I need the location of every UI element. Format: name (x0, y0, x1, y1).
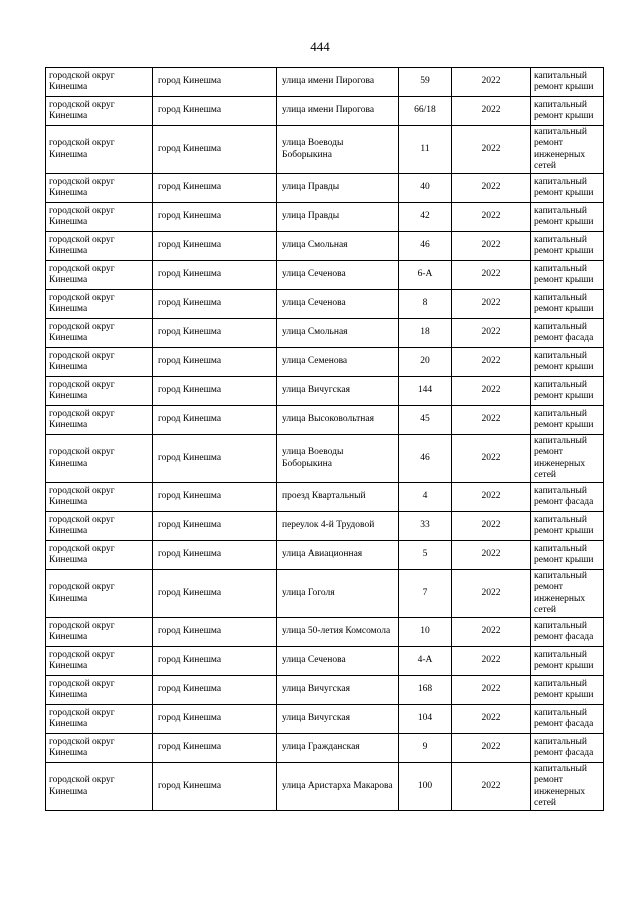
street-cell: улица Семенова (277, 348, 399, 377)
municipal-district-cell: городской округ Кинешма (46, 435, 153, 483)
municipal-district-cell: городской округ Кинешма (46, 647, 153, 676)
page-number: 444 (310, 39, 330, 54)
house-number-cell: 104 (399, 705, 452, 734)
municipal-district-cell: городской округ Кинешма (46, 676, 153, 705)
work-type-cell: капитальный ремонт крыши (531, 261, 604, 290)
table-row (46, 570, 604, 618)
work-type-cell: капитальный ремонт крыши (531, 512, 604, 541)
work-type-cell: капитальный ремонт инженерных сетей (531, 435, 604, 483)
table-row (46, 126, 604, 174)
municipal-district-cell: городской округ Кинешма (46, 570, 153, 618)
house-number-cell: 9 (399, 734, 452, 763)
street-cell: улица Вичугская (277, 705, 399, 734)
year-cell: 2022 (452, 618, 531, 647)
street-cell: улица Вичугская (277, 377, 399, 406)
municipal-district-cell: городской округ Кинешма (46, 705, 153, 734)
municipal-district-cell: городской округ Кинешма (46, 97, 153, 126)
city-cell: город Кинешма (153, 734, 277, 763)
municipal-district-cell: городской округ Кинешма (46, 512, 153, 541)
table-row (46, 174, 604, 203)
city-cell: город Кинешма (153, 763, 277, 811)
work-type-cell: капитальный ремонт крыши (531, 348, 604, 377)
city-cell: город Кинешма (153, 483, 277, 512)
house-number-cell: 4-А (399, 647, 452, 676)
municipal-district-cell: городской округ Кинешма (46, 126, 153, 174)
house-number-cell: 6-А (399, 261, 452, 290)
municipal-district-cell: городской округ Кинешма (46, 763, 153, 811)
municipal-district-cell: городской округ Кинешма (46, 541, 153, 570)
city-cell: город Кинешма (153, 97, 277, 126)
table-row (46, 541, 604, 570)
city-cell: город Кинешма (153, 68, 277, 97)
city-cell: город Кинешма (153, 232, 277, 261)
house-number-cell: 8 (399, 290, 452, 319)
house-number-cell: 59 (399, 68, 452, 97)
table-row (46, 406, 604, 435)
municipal-district-cell: городской округ Кинешма (46, 348, 153, 377)
city-cell: город Кинешма (153, 348, 277, 377)
year-cell: 2022 (452, 348, 531, 377)
city-cell: город Кинешма (153, 203, 277, 232)
year-cell: 2022 (452, 512, 531, 541)
work-type-cell: капитальный ремонт крыши (531, 174, 604, 203)
house-number-cell: 42 (399, 203, 452, 232)
city-cell: город Кинешма (153, 174, 277, 203)
table-row (46, 261, 604, 290)
work-type-cell: капитальный ремонт крыши (531, 68, 604, 97)
year-cell: 2022 (452, 406, 531, 435)
municipal-district-cell: городской округ Кинешма (46, 232, 153, 261)
city-cell: город Кинешма (153, 126, 277, 174)
year-cell: 2022 (452, 174, 531, 203)
municipal-district-cell: городской округ Кинешма (46, 174, 153, 203)
work-type-cell: капитальный ремонт фасада (531, 618, 604, 647)
house-number-cell: 4 (399, 483, 452, 512)
city-cell: город Кинешма (153, 290, 277, 319)
table-row (46, 290, 604, 319)
year-cell: 2022 (452, 541, 531, 570)
city-cell: город Кинешма (153, 319, 277, 348)
street-cell: улица Смольная (277, 232, 399, 261)
city-cell: город Кинешма (153, 377, 277, 406)
work-type-cell: капитальный ремонт инженерных сетей (531, 570, 604, 618)
year-cell: 2022 (452, 705, 531, 734)
street-cell: улица Аристарха Макарова (277, 763, 399, 811)
city-cell: город Кинешма (153, 618, 277, 647)
house-number-cell: 46 (399, 435, 452, 483)
street-cell: переулок 4-й Трудовой (277, 512, 399, 541)
table-row (46, 97, 604, 126)
table-row (46, 512, 604, 541)
street-cell: улица Смольная (277, 319, 399, 348)
street-cell: улица имени Пирогова (277, 68, 399, 97)
work-type-cell: капитальный ремонт крыши (531, 290, 604, 319)
street-cell: улица имени Пирогова (277, 97, 399, 126)
work-type-cell: капитальный ремонт крыши (531, 676, 604, 705)
work-type-cell: капитальный ремонт фасада (531, 734, 604, 763)
municipal-district-cell: городской округ Кинешма (46, 290, 153, 319)
municipal-district-cell: городской округ Кинешма (46, 483, 153, 512)
street-cell: улица Авиационная (277, 541, 399, 570)
city-cell: город Кинешма (153, 676, 277, 705)
municipal-district-cell: городской округ Кинешма (46, 734, 153, 763)
table-row (46, 203, 604, 232)
work-type-cell: капитальный ремонт крыши (531, 203, 604, 232)
street-cell: улица Сеченова (277, 647, 399, 676)
street-cell: улица Гражданская (277, 734, 399, 763)
work-type-cell: капитальный ремонт крыши (531, 541, 604, 570)
year-cell: 2022 (452, 763, 531, 811)
year-cell: 2022 (452, 319, 531, 348)
street-cell: улица Высоковольтная (277, 406, 399, 435)
street-cell: улица Воеводы Боборыкина (277, 435, 399, 483)
year-cell: 2022 (452, 97, 531, 126)
city-cell: город Кинешма (153, 541, 277, 570)
house-number-cell: 20 (399, 348, 452, 377)
house-number-cell: 144 (399, 377, 452, 406)
year-cell: 2022 (452, 232, 531, 261)
municipal-district-cell: городской округ Кинешма (46, 406, 153, 435)
year-cell: 2022 (452, 377, 531, 406)
work-type-cell: капитальный ремонт инженерных сетей (531, 763, 604, 811)
house-number-cell: 33 (399, 512, 452, 541)
year-cell: 2022 (452, 290, 531, 319)
year-cell: 2022 (452, 203, 531, 232)
work-type-cell: капитальный ремонт фасада (531, 705, 604, 734)
work-type-cell: капитальный ремонт крыши (531, 406, 604, 435)
work-type-cell: капитальный ремонт инженерных сетей (531, 126, 604, 174)
municipal-district-cell: городской округ Кинешма (46, 618, 153, 647)
house-number-cell: 45 (399, 406, 452, 435)
city-cell: город Кинешма (153, 570, 277, 618)
municipal-district-cell: городской округ Кинешма (46, 261, 153, 290)
house-number-cell: 11 (399, 126, 452, 174)
table-row (46, 319, 604, 348)
house-number-cell: 10 (399, 618, 452, 647)
table-row (46, 232, 604, 261)
table-row (46, 676, 604, 705)
city-cell: город Кинешма (153, 512, 277, 541)
house-number-cell: 46 (399, 232, 452, 261)
municipal-district-cell: городской округ Кинешма (46, 319, 153, 348)
municipal-district-cell: городской округ Кинешма (46, 68, 153, 97)
house-number-cell: 168 (399, 676, 452, 705)
work-type-cell: капитальный ремонт фасада (531, 483, 604, 512)
table-row (46, 618, 604, 647)
house-number-cell: 5 (399, 541, 452, 570)
city-cell: город Кинешма (153, 406, 277, 435)
table-row (46, 763, 604, 811)
table-row (46, 483, 604, 512)
year-cell: 2022 (452, 68, 531, 97)
municipal-district-cell: городской округ Кинешма (46, 377, 153, 406)
year-cell: 2022 (452, 570, 531, 618)
street-cell: улица Воеводы Боборыкина (277, 126, 399, 174)
house-number-cell: 66/18 (399, 97, 452, 126)
work-type-cell: капитальный ремонт фасада (531, 319, 604, 348)
table-row (46, 377, 604, 406)
municipal-district-cell: городской округ Кинешма (46, 203, 153, 232)
work-type-cell: капитальный ремонт крыши (531, 647, 604, 676)
table-row (46, 647, 604, 676)
street-cell: проезд Квартальный (277, 483, 399, 512)
work-type-cell: капитальный ремонт крыши (531, 232, 604, 261)
city-cell: город Кинешма (153, 435, 277, 483)
table-row (46, 68, 604, 97)
street-cell: улица Правды (277, 174, 399, 203)
year-cell: 2022 (452, 734, 531, 763)
repair-registry-table (45, 67, 604, 811)
work-type-cell: капитальный ремонт крыши (531, 377, 604, 406)
street-cell: улица Гоголя (277, 570, 399, 618)
city-cell: город Кинешма (153, 705, 277, 734)
table-row (46, 348, 604, 377)
year-cell: 2022 (452, 261, 531, 290)
table-row (46, 734, 604, 763)
street-cell: улица Сеченова (277, 261, 399, 290)
house-number-cell: 18 (399, 319, 452, 348)
table-row (46, 435, 604, 483)
city-cell: город Кинешма (153, 647, 277, 676)
year-cell: 2022 (452, 126, 531, 174)
house-number-cell: 100 (399, 763, 452, 811)
street-cell: улица 50-летия Комсомола (277, 618, 399, 647)
work-type-cell: капитальный ремонт крыши (531, 97, 604, 126)
house-number-cell: 40 (399, 174, 452, 203)
year-cell: 2022 (452, 647, 531, 676)
year-cell: 2022 (452, 483, 531, 512)
year-cell: 2022 (452, 435, 531, 483)
street-cell: улица Сеченова (277, 290, 399, 319)
house-number-cell: 7 (399, 570, 452, 618)
year-cell: 2022 (452, 676, 531, 705)
street-cell: улица Правды (277, 203, 399, 232)
street-cell: улица Вичугская (277, 676, 399, 705)
table-row (46, 705, 604, 734)
city-cell: город Кинешма (153, 261, 277, 290)
